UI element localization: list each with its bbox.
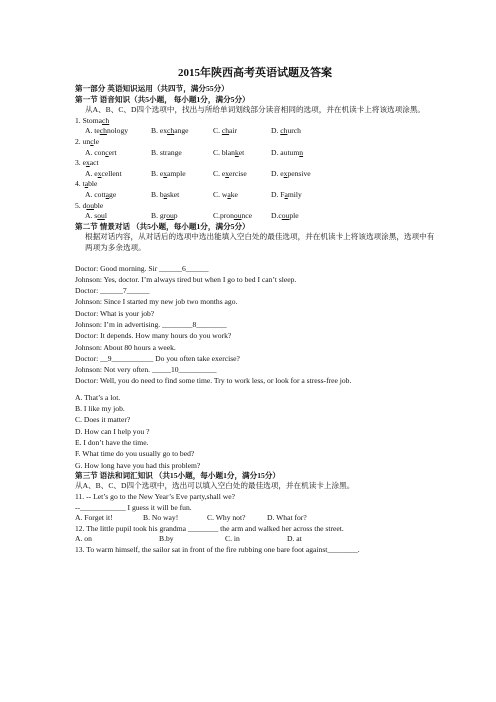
phonetics-options <box>75 190 435 201</box>
document-page <box>75 66 435 556</box>
option-b: B. exchange <box>151 126 189 136</box>
option-d-underlined: ou <box>281 211 290 221</box>
question-word-underlined: a <box>84 179 89 189</box>
q11-option-b: B. No way! <box>143 513 179 523</box>
phonetics-options <box>75 169 435 180</box>
section1-instructions: 从A、B、C、D四个选项中，找出与所给单词划线部分读音相同的选项，并在机读卡上将该选项涂黑。 <box>85 105 426 115</box>
dialogue-choice: F. What time do you usually go to bed? <box>75 449 195 459</box>
question-word: double <box>82 200 104 210</box>
option-d: D.couple <box>271 211 299 221</box>
option-c: C.pronounce <box>213 211 253 221</box>
dialogue-choice: A. That’s a lot. <box>75 392 121 402</box>
section2-instructions: 根据对话内容，从对话后的选项中选出能填入空白处的最佳选项，并在机读卡上将该选项涂黑，选项中有两项为多余选项。 <box>85 232 435 252</box>
option-b: B. basket <box>151 189 180 199</box>
dialogue-line: Doctor: Good morning. Sir ______6______ <box>75 263 209 273</box>
dialogue-choice: C. Does it matter? <box>75 415 131 425</box>
question-13: 13. To warm himself, the sailor sat in front of the fire rubbing one bare foot against________. <box>75 545 360 554</box>
option-b-underlined: g <box>174 147 179 157</box>
option-b-underlined: ou <box>166 211 174 221</box>
dialogue-choice: B. I like my job. <box>75 404 125 414</box>
phonetics-options <box>75 211 435 222</box>
dialogue-line: Johnson: Not very often. _____10__________ <box>75 365 217 375</box>
dialogue-choice: E. I don’t have the time. <box>75 437 149 447</box>
question-word-underlined: ou <box>86 200 94 210</box>
phonetics-question: 4. table <box>75 179 98 189</box>
option-a-underlined: c <box>105 147 109 157</box>
question-word-underlined: c <box>90 136 94 146</box>
question-11-options <box>75 513 435 524</box>
option-b: B. strange <box>151 147 182 157</box>
q11-option-d: D. What for? <box>267 513 307 523</box>
option-d-underlined: x <box>283 168 288 178</box>
option-c: C. blanket <box>213 147 245 157</box>
option-d-underlined: ch <box>280 126 288 136</box>
option-a: A. soul <box>85 211 107 221</box>
dialogue-line: Johnson: Since I started my new job two months ago. <box>75 297 238 307</box>
option-a: A. cottage <box>85 189 117 199</box>
option-c-underlined: a <box>227 189 231 199</box>
q12-option-a: A. on <box>75 534 92 544</box>
question-12-options <box>75 534 435 545</box>
phonetics-question: 3. exact <box>75 158 99 168</box>
option-a: A. technology <box>85 126 129 136</box>
section3-heading: 第三节 语法和词汇知识 （共15小题，每小题1分，满分15分） <box>75 470 281 480</box>
option-d: D. expensive <box>271 168 311 178</box>
phonetics-questions <box>75 116 435 222</box>
phonetics-question: 5. double <box>75 200 104 210</box>
question-word-underlined: x <box>85 158 90 168</box>
dialogue-line: Doctor: What is your job? <box>75 308 155 318</box>
section2-heading: 第二节 情景对话 （共5小题，每小题1分，满分5分） <box>75 221 250 231</box>
q11-option-c: C. Why not? <box>207 513 246 523</box>
document-title: 2015年陕西高考英语试题及答案 <box>178 67 332 79</box>
option-b: B. group <box>151 211 178 221</box>
dialogue-line: Johnson: Yes, doctor. I’m always tired but when I go to bed I can’t sleep. <box>75 274 297 284</box>
question-word: table <box>82 179 98 189</box>
option-d: D. church <box>271 126 301 136</box>
phonetics-options <box>75 148 435 159</box>
dialogue-line: Doctor: __9___________ Do you often take exercise? <box>75 353 240 363</box>
option-a: A. excellent <box>85 168 122 178</box>
phonetics-question: 1. Stomach <box>75 115 110 125</box>
q12-option-b: B.by <box>159 534 174 544</box>
option-a: A. concert <box>85 147 117 157</box>
dialogue-line: Johnson: About 80 hours a week. <box>75 342 176 352</box>
option-c: C. exercise <box>213 168 247 178</box>
question-word: exact <box>82 158 99 168</box>
dialogue-line: Doctor: Well, you do need to find some time. Try to work less, or look for a stress-free job. <box>75 376 352 386</box>
option-c: C. chair <box>213 126 238 136</box>
q12-option-d: D. at <box>287 534 302 544</box>
question-word: uncle <box>82 136 100 146</box>
phonetics-options <box>75 126 435 137</box>
dialogue-line: Doctor: It depends. How many hours do you work? <box>75 331 232 341</box>
question-word: Stomach <box>82 115 110 125</box>
question-12: 12. The little pupil took his grandma ________ the arm and walked her across the street. <box>75 523 344 533</box>
q11-option-a: A. Forget it! <box>75 513 113 523</box>
dialogue-choice: G. How long have you had this problem? <box>75 460 201 470</box>
option-a-underlined: x <box>97 168 102 178</box>
dialogue-choice: D. How can I help you ? <box>75 426 150 436</box>
option-b-underlined: x <box>163 168 168 178</box>
q12-option-c: C. in <box>225 534 240 544</box>
dialogue-choices <box>75 392 435 471</box>
section3-instructions: 从A、B、C、D四个选项中，选出可以填入空白处的最佳选项，并在机读卡上涂黑。 <box>75 481 355 491</box>
option-d: D. Family <box>271 189 302 199</box>
option-c-underlined: ch <box>221 126 230 136</box>
option-d: D. autumn <box>271 147 304 157</box>
option-b-underlined: a <box>163 189 168 199</box>
option-c-underlined: k <box>234 147 239 157</box>
question-11-line2: --____________ I guess it will be fun. <box>75 502 192 512</box>
phonetics-question: 2. uncle <box>75 136 100 146</box>
option-a-underlined: ch <box>99 126 107 136</box>
dialogue-line: Johnson: I’m in advertising. ________8________ <box>75 319 227 329</box>
dialogue <box>75 263 435 387</box>
option-a-underlined: ou <box>97 211 105 221</box>
option-b-underlined: ch <box>167 126 175 136</box>
option-d-underlined: n <box>299 147 304 157</box>
option-c: C. wake <box>213 189 238 199</box>
section1-heading: 第一节 语音知识（共5小题， 每小题1分，满分5分） <box>75 94 250 104</box>
dialogue-line: Doctor: ______7______ <box>75 286 150 296</box>
question-11: 11. -- Let’s go to the New Year’s Eve party,shall we? <box>75 492 235 502</box>
option-c-underlined: x <box>225 168 230 178</box>
option-c-underlined: ou <box>233 211 242 221</box>
option-d-underlined: a <box>284 189 288 199</box>
option-b: B. example <box>151 168 186 178</box>
option-a-underlined: a <box>105 189 110 199</box>
part1-heading: 第一部分 英语知识运用（共四节，满分55分） <box>75 84 229 93</box>
question-word-underlined: ch <box>102 115 110 125</box>
